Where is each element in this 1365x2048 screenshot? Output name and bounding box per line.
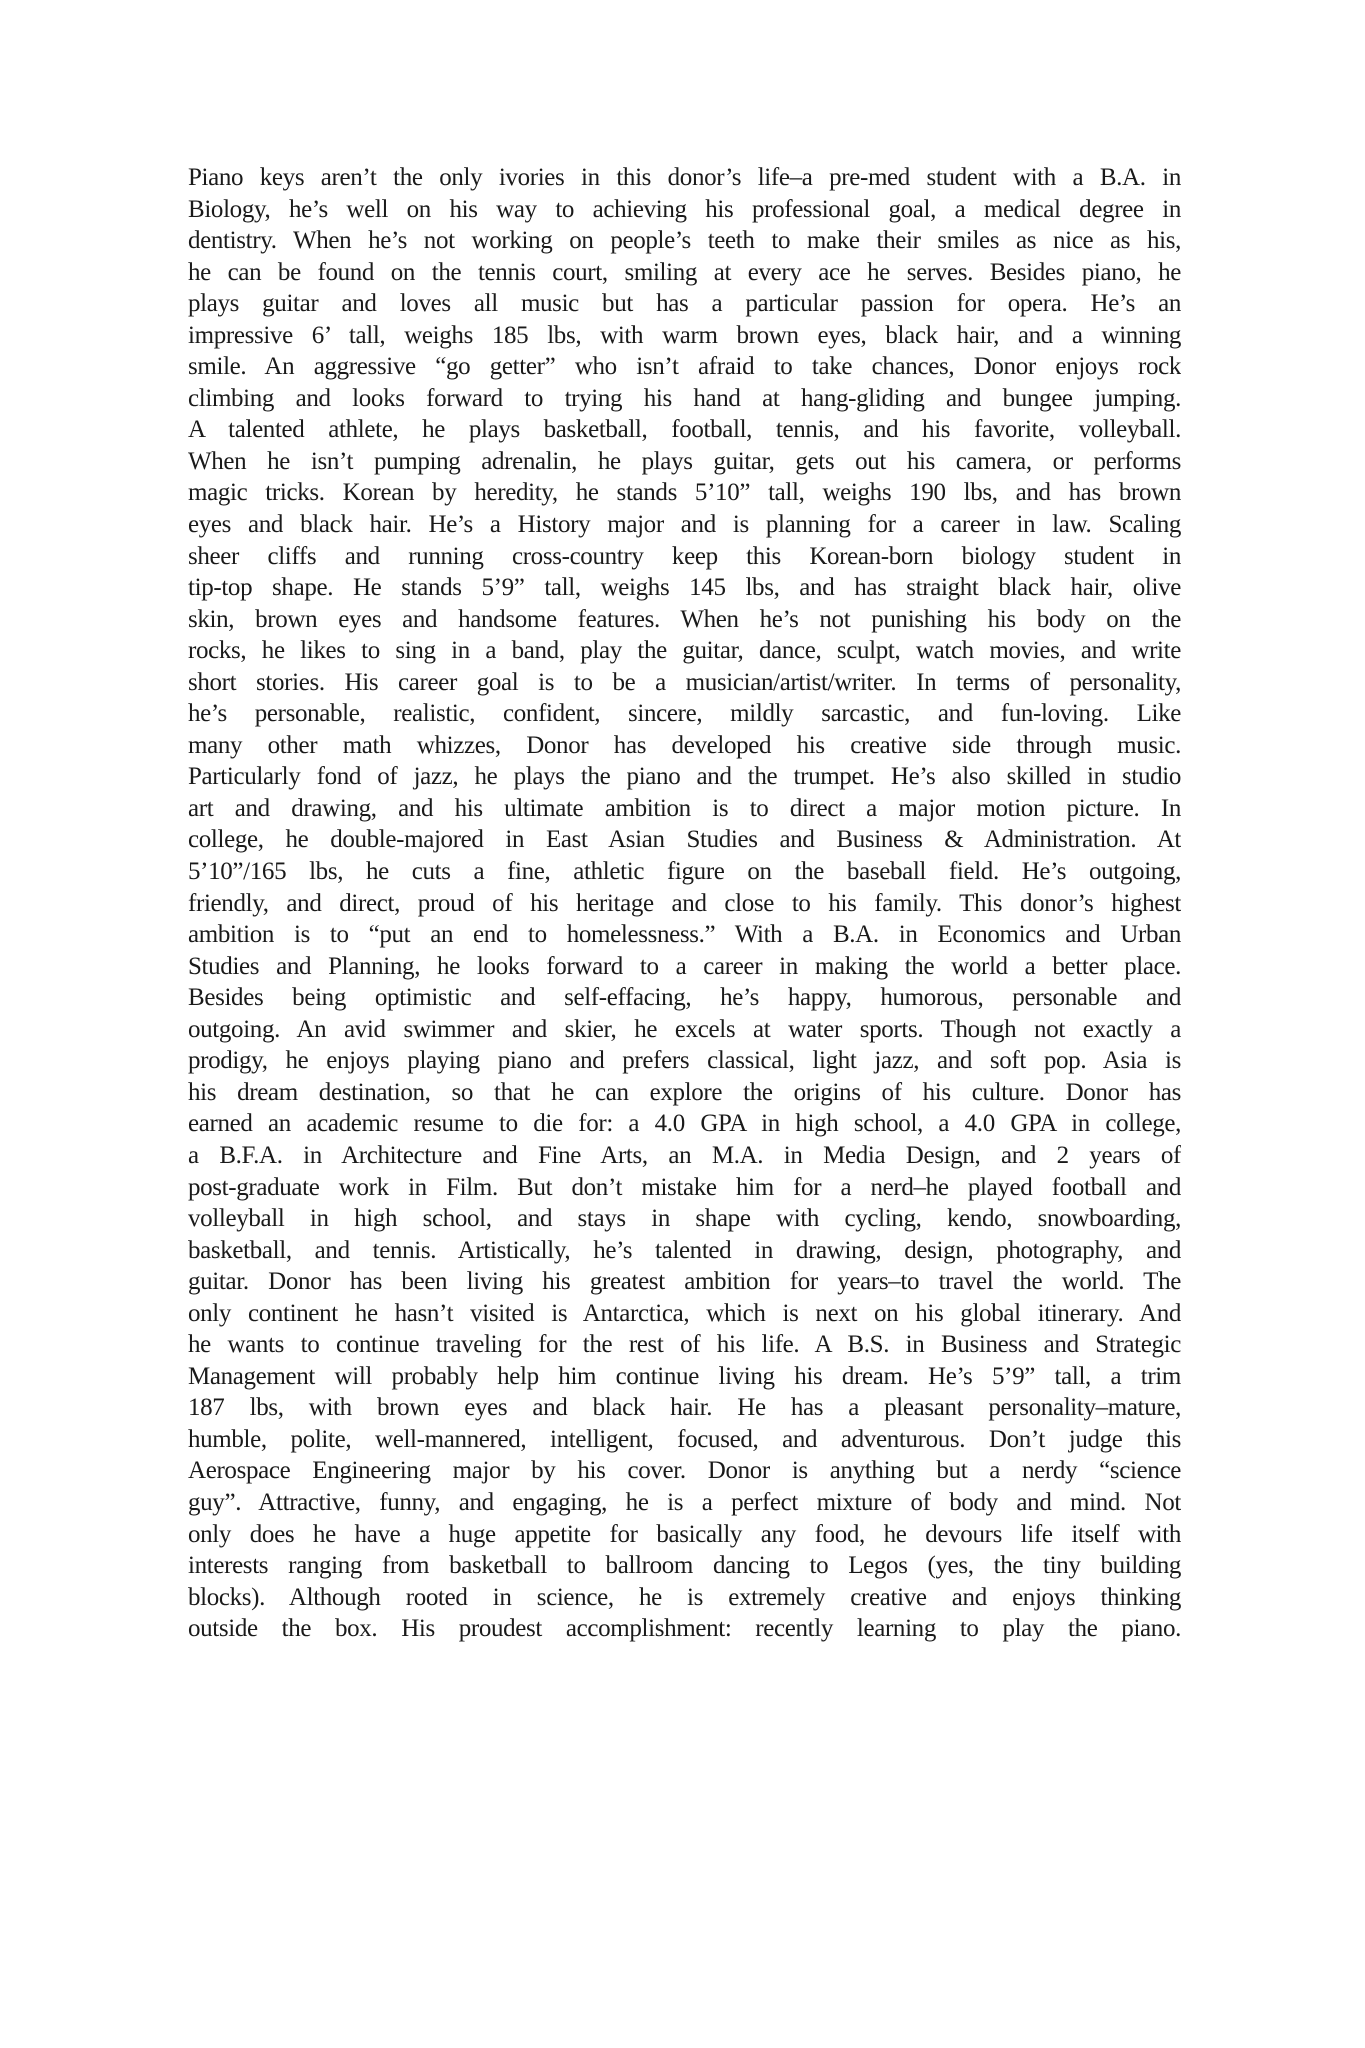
text-line: post-graduate work in Film. But don’t mistake him for a nerd–he played football and (188, 1173, 1181, 1201)
text-line: friendly, and direct, proud of his heritage and close to his family. This donor’s highest (188, 889, 1181, 917)
text-line: he’s personable, realistic, confident, sincere, mildly sarcastic, and fun-loving. Like (188, 700, 1181, 728)
text-line: art and drawing, and his ultimate ambition is to direct a major motion picture. In (188, 794, 1181, 822)
text-line: 187 lbs, with brown eyes and black hair. He has a pleasant personality–mature, (188, 1394, 1181, 1422)
text-line: When he isn’t pumping adrenalin, he plays guitar, gets out his camera, or performs (188, 447, 1181, 475)
text-line: skin, brown eyes and handsome features. When he’s not punishing his body on the (188, 605, 1181, 633)
text-line: guy”. Attractive, funny, and engaging, he is a perfect mixture of body and mind. Not (188, 1488, 1181, 1516)
text-line: a B.F.A. in Architecture and Fine Arts, an M.A. in Media Design, and 2 years of (188, 1141, 1181, 1169)
text-line: interests ranging from basketball to ballroom dancing to Legos (yes, the tiny building (188, 1552, 1181, 1580)
text-line: A talented athlete, he plays basketball, football, tennis, and his favorite, volleyball. (188, 416, 1181, 444)
text-line: Aerospace Engineering major by his cover. Donor is anything but a nerdy “science (188, 1457, 1181, 1485)
text-line: magic tricks. Korean by heredity, he stands 5’10” tall, weighs 190 lbs, and has brown (188, 479, 1181, 507)
text-line: impressive 6’ tall, weighs 185 lbs, with warm brown eyes, black hair, and a winning (188, 321, 1181, 349)
text-line: he wants to continue traveling for the rest of his life. A B.S. in Business and Strategic (188, 1331, 1181, 1359)
text-line: only continent he hasn’t visited is Antarctica, which is next on his global itinerary. And (188, 1299, 1181, 1327)
text-line: tip-top shape. He stands 5’9” tall, weighs 145 lbs, and has straight black hair, olive (188, 574, 1181, 602)
donor-profiles-paragraph (188, 162, 1181, 1645)
text-line: outgoing. An avid swimmer and skier, he excels at water sports. Though not exactly a (188, 1015, 1181, 1043)
text-line: short stories. His career goal is to be a musician/artist/writer. In terms of personality, (188, 668, 1181, 696)
text-line: smile. An aggressive “go getter” who isn’t afraid to take chances, Donor enjoys rock (188, 353, 1181, 381)
text-line: rocks, he likes to sing in a band, play the guitar, dance, sculpt, watch movies, and write (188, 637, 1181, 665)
text-line: humble, polite, well-mannered, intelligent, focused, and adventurous. Don’t judge this (188, 1425, 1181, 1453)
text-line: guitar. Donor has been living his greatest ambition for years–to travel the world. The (188, 1268, 1181, 1296)
text-line: his dream destination, so that he can explore the origins of his culture. Donor has (188, 1078, 1181, 1106)
text-line: volleyball in high school, and stays in shape with cycling, kendo, snowboarding, (188, 1205, 1181, 1233)
text-line: dentistry. When he’s not working on people’s teeth to make their smiles as nice as his, (188, 227, 1181, 255)
text-line: outside the box. His proudest accomplishment: recently learning to play the piano. (188, 1615, 1181, 1643)
text-line: eyes and black hair. He’s a History major and is planning for a career in law. Scaling (188, 511, 1181, 539)
text-line: 5’10”/165 lbs, he cuts a fine, athletic figure on the baseball field. He’s outgoing, (188, 858, 1181, 886)
text-line: ambition is to “put an end to homelessness.” With a B.A. in Economics and Urban (188, 921, 1181, 949)
text-line: climbing and looks forward to trying his hand at hang-gliding and bungee jumping. (188, 384, 1181, 412)
text-line: earned an academic resume to die for: a 4.0 GPA in high school, a 4.0 GPA in college, (188, 1110, 1181, 1138)
text-line: many other math whizzes, Donor has developed his creative side through music. (188, 731, 1181, 759)
text-line: Besides being optimistic and self-effacing, he’s happy, humorous, personable and (188, 984, 1181, 1012)
text-line: college, he double-majored in East Asian Studies and Business & Administration. At (188, 826, 1181, 854)
text-line: Piano keys aren’t the only ivories in this donor’s life–a pre-med student with a B.A. in (188, 164, 1181, 191)
text-line: sheer cliffs and running cross-country keep this Korean-born biology student in (188, 542, 1181, 570)
text-line: only does he have a huge appetite for basically any food, he devours life itself with (188, 1520, 1181, 1548)
text-line: basketball, and tennis. Artistically, he’s talented in drawing, design, photography, and (188, 1236, 1181, 1264)
text-line: Management will probably help him continue living his dream. He’s 5’9” tall, a trim (188, 1362, 1181, 1390)
text-line: prodigy, he enjoys playing piano and prefers classical, light jazz, and soft pop. Asia is (188, 1047, 1181, 1075)
text-line: Studies and Planning, he looks forward to a career in making the world a better place. (188, 952, 1181, 980)
text-line: Biology, he’s well on his way to achieving his professional goal, a medical degree in (188, 195, 1181, 223)
text-line: plays guitar and loves all music but has a particular passion for opera. He’s an (188, 290, 1181, 318)
text-line: blocks). Although rooted in science, he is extremely creative and enjoys thinking (188, 1583, 1181, 1611)
text-line: he can be found on the tennis court, smiling at every ace he serves. Besides piano, he (188, 258, 1181, 286)
text-line: Particularly fond of jazz, he plays the piano and the trumpet. He’s also skilled in studio (188, 763, 1181, 791)
